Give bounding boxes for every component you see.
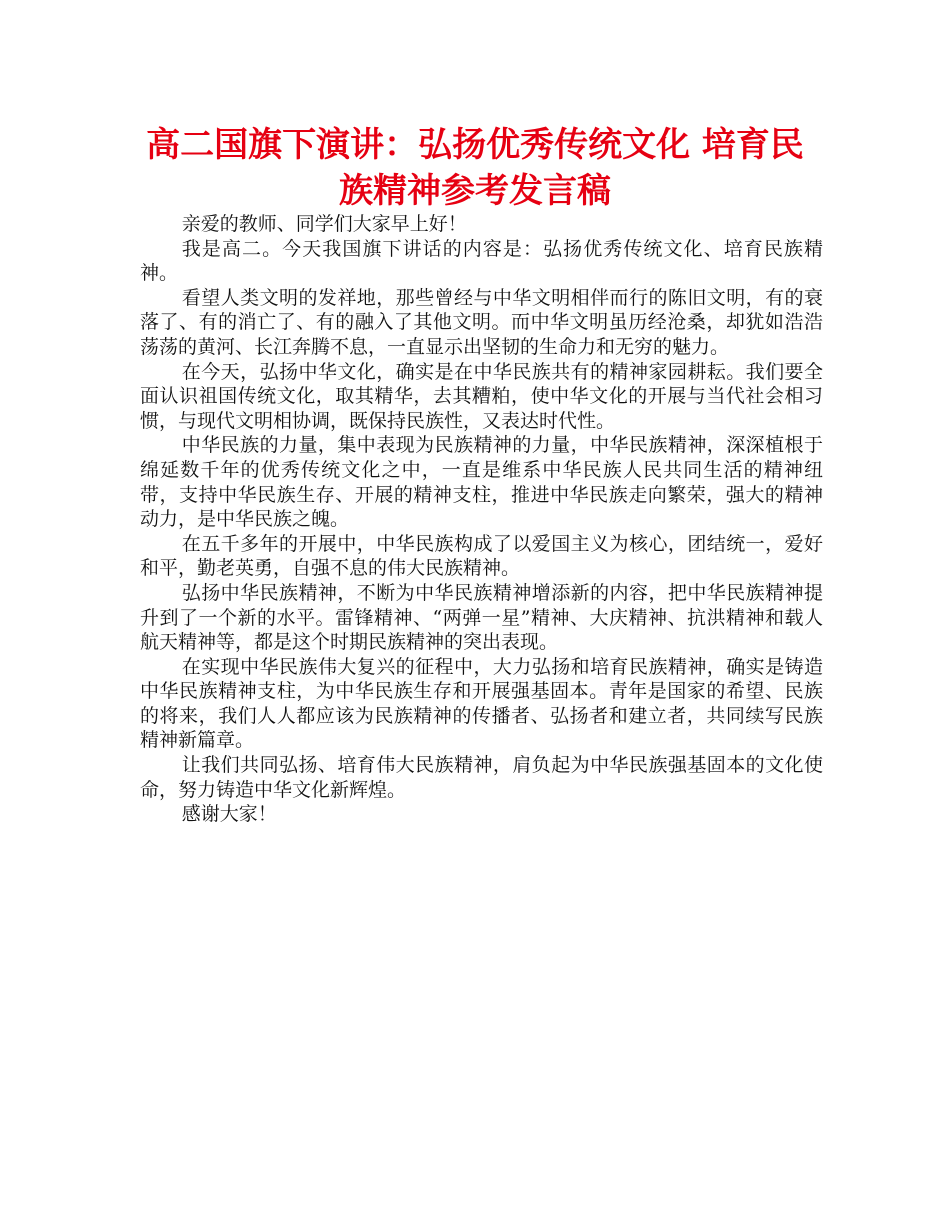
paragraph-new-content: 弘扬中华民族精神，不断为中华民族精神增添新的内容，把中华民族精神提升到了一个新的水平。雷锋精神、“两弹一星”精神、大庆精神、抗洪精神和载人航天精神等，都是这个时期民族精神的突出表现。 xyxy=(140,581,823,654)
paragraph-greeting: 亲爱的教师、同学们大家早上好！ xyxy=(181,213,467,235)
paragraph-culture-today: 在今天，弘扬中华文化，确实是在中华民族共有的精神家园耕耘。我们要全面认识祖国传统文化，取其精华，去其糟粕，使中华文化的开展与当代社会相习惯，与现代文明相协调，既保持民族性，又表达时代性。 xyxy=(140,360,823,432)
paragraph-call-to-action: 让我们共同弘扬、培育伟大民族精神，肩负起为中华民族强基固本的文化使命，努力铸造中华文化新辉煌。 xyxy=(140,754,823,801)
paragraph-intro: 我是高二。今天我国旗下讲话的内容是：弘扬优秀传统文化、培育民族精神。 xyxy=(140,237,823,285)
paragraph-civilizations: 看望人类文明的发祥地，那些曾经与中华文明相伴而行的陈旧文明，有的衰落了、有的消亡了、有的融入了其他文明。而中华文明虽历经沧桑，却犹如浩浩荡荡的黄河、长江奔腾不息，一直显示出坚韧的生命力和无穷的魅力。 xyxy=(140,286,823,358)
paragraph-five-thousand-years: 在五千多年的开展中，中华民族构成了以爱国主义为核心，团结统一，爱好和平，勤老英勇，自强不息的伟大民族精神。 xyxy=(140,532,823,580)
document-title: 高二国旗下演讲：弘扬优秀传统文化 培育民族精神参考发言稿 xyxy=(146,125,804,211)
paragraph-national-spirit: 中华民族的力量，集中表现为民族精神的力量，中华民族精神，深深植根于绵延数千年的优秀传统文化之中，一直是维系中华民族人民共同生活的精神纽带，支持中华民族生存、开展的精神支柱，推进中华民族走向繁荣，强大的精神动力，是中华民族之魄。 xyxy=(140,434,823,531)
document-body xyxy=(140,212,823,827)
paragraph-rejuvenation: 在实现中华民族伟大复兴的征程中，大力弘扬和培育民族精神，确实是铸造中华民族精神支柱，为中华民族生存和开展强基固本。青年是国家的希望、民族的将来，我们人人都应该为民族精神的传播者、弘扬者和建立者，共同续写民族精神新篇章。 xyxy=(140,655,823,752)
paragraph-thanks: 感谢大家！ xyxy=(181,803,277,826)
